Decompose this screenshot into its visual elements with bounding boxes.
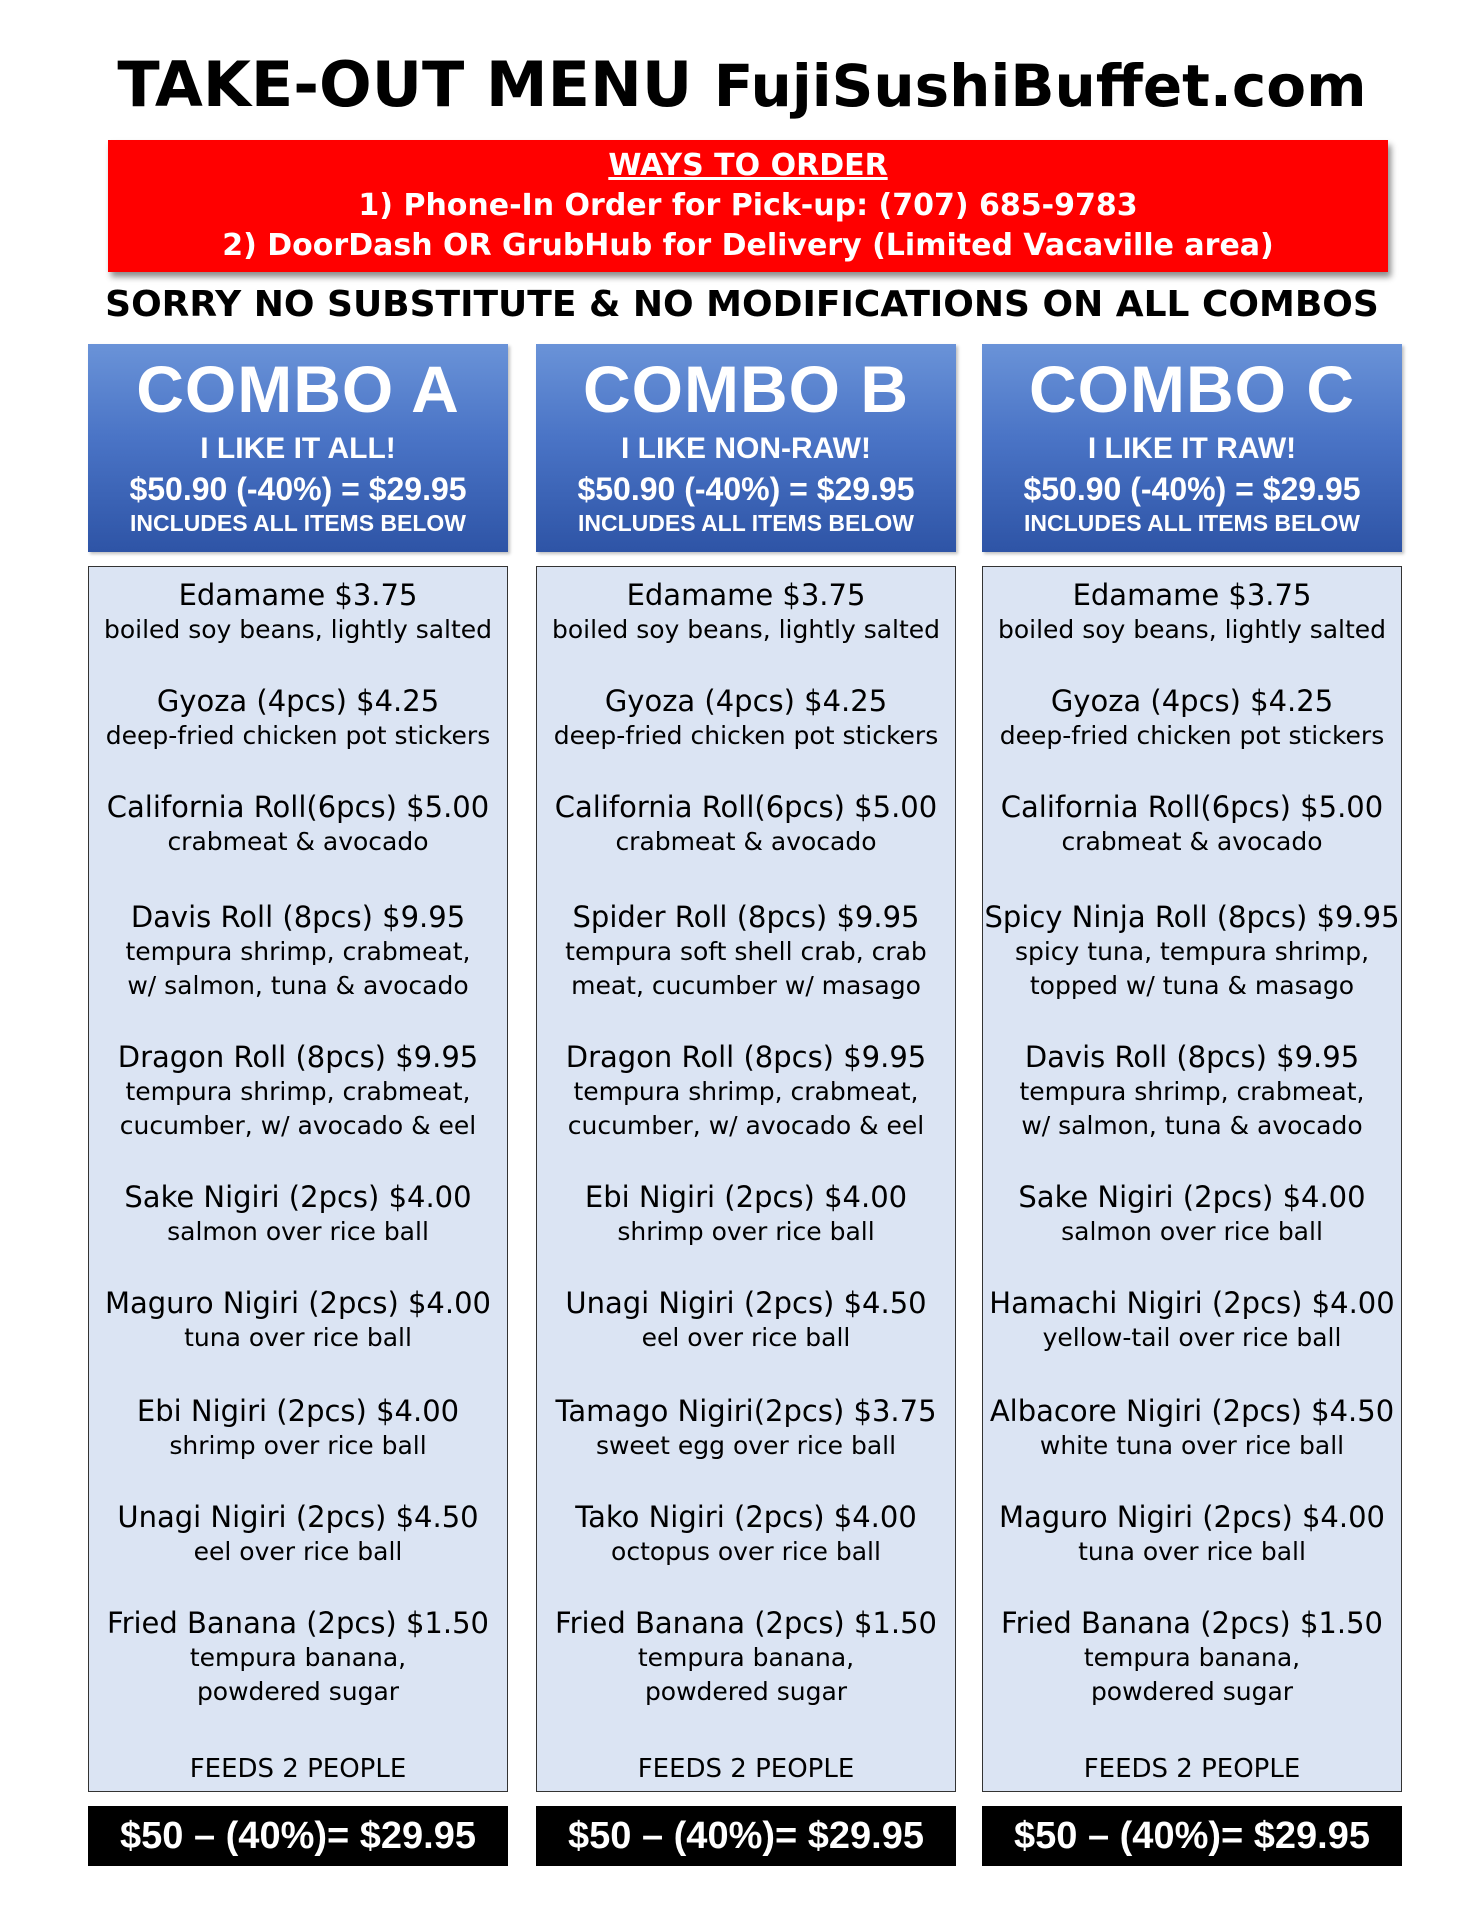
item-name-price: Ebi Nigiri (2pcs) $4.00 — [584, 1180, 908, 1214]
list-item — [537, 899, 955, 1003]
item-description-line2: meat, cucumber w/ masago — [571, 971, 921, 1000]
item-description-line2: w/ salmon, tuna & avocado — [127, 971, 469, 1000]
item-description: tempura shrimp, crabmeat, — [125, 1077, 471, 1106]
list-item — [537, 789, 955, 859]
combo-price: $50.90 (-40%) = $29.95 — [1023, 471, 1361, 507]
list-item — [537, 683, 955, 753]
list-item — [89, 683, 507, 753]
combo-items-list — [536, 566, 956, 1792]
item-name-price: Ebi Nigiri (2pcs) $4.00 — [136, 1394, 460, 1428]
combo-header — [536, 344, 956, 552]
item-name-price: California Roll(6pcs) $5.00 — [1000, 790, 1384, 824]
item-description: crabmeat & avocado — [1061, 827, 1323, 856]
item-description: tempura shrimp, crabmeat, — [573, 1077, 919, 1106]
item-description: white tuna over rice ball — [1039, 1431, 1345, 1460]
no-substitute-notice: SORRY NO SUBSTITUTE & NO MODIFICATIONS ON ALL COMBOS — [105, 284, 1379, 325]
ways-to-order-banner — [108, 140, 1388, 272]
item-name-price: Edamame $3.75 — [1072, 578, 1312, 612]
site-url: FujiSushiBuffet.com — [713, 52, 1367, 120]
item-description: salmon over rice ball — [1061, 1217, 1323, 1246]
list-item — [983, 1285, 1401, 1355]
item-name-price: Edamame $3.75 — [178, 578, 418, 612]
item-name-price: Fried Banana (2pcs) $1.50 — [107, 1606, 489, 1640]
item-description: yellow-tail over rice ball — [1042, 1323, 1342, 1352]
list-item — [983, 1039, 1401, 1143]
item-name-price: Sake Nigiri (2pcs) $4.00 — [124, 1180, 472, 1214]
item-name-price: Albacore Nigiri (2pcs) $4.50 — [989, 1394, 1395, 1428]
title-main: TAKE-OUT MENU — [117, 48, 693, 121]
list-item — [89, 789, 507, 859]
list-item — [89, 1179, 507, 1249]
item-description: octopus over rice ball — [611, 1537, 881, 1566]
item-description: tempura soft shell crab, crab — [565, 937, 927, 966]
item-description: tempura shrimp, crabmeat, — [125, 937, 471, 966]
item-name-price: Unagi Nigiri (2pcs) $4.50 — [565, 1286, 927, 1320]
item-name-price: Fried Banana (2pcs) $1.50 — [555, 1606, 937, 1640]
combo-column — [536, 344, 956, 1857]
delivery-order-line: 2) DoorDash OR GrubHub for Delivery (Limited Vacaville area) — [222, 228, 1274, 263]
list-item — [537, 1285, 955, 1355]
item-name-price: Dragon Roll (8pcs) $9.95 — [117, 1040, 479, 1074]
list-item — [89, 1499, 507, 1569]
item-name-price: Tako Nigiri (2pcs) $4.00 — [575, 1500, 917, 1534]
combo-includes-note: INCLUDES ALL ITEMS BELOW — [129, 510, 467, 536]
item-name-price: Davis Roll (8pcs) $9.95 — [1024, 1040, 1360, 1074]
item-name-price: Dragon Roll (8pcs) $9.95 — [565, 1040, 927, 1074]
item-description-line2: w/ salmon, tuna & avocado — [1021, 1111, 1363, 1140]
combo-includes-note: INCLUDES ALL ITEMS BELOW — [577, 510, 915, 536]
item-description: salmon over rice ball — [167, 1217, 429, 1246]
combo-name: COMBO A — [136, 352, 460, 426]
list-item — [983, 789, 1401, 859]
item-name-price: Gyoza (4pcs) $4.25 — [156, 684, 440, 718]
combo-footer-price: $50 – (40%)= $29.95 — [88, 1806, 508, 1866]
list-item — [983, 899, 1401, 1003]
list-item — [983, 1179, 1401, 1249]
item-description: tempura shrimp, crabmeat, — [1019, 1077, 1365, 1106]
combo-price: $50.90 (-40%) = $29.95 — [129, 471, 467, 507]
list-item — [983, 1393, 1401, 1463]
page-title — [0, 48, 1484, 121]
item-description: tempura banana, — [189, 1643, 407, 1672]
combo-footer-price: $50 – (40%)= $29.95 — [536, 1806, 956, 1866]
combo-tagline: I LIKE IT ALL! — [200, 432, 396, 465]
item-description: crabmeat & avocado — [167, 827, 429, 856]
item-name-price: Hamachi Nigiri (2pcs) $4.00 — [989, 1286, 1395, 1320]
item-description: shrimp over rice ball — [617, 1217, 875, 1246]
list-item — [983, 1499, 1401, 1569]
item-description: boiled soy beans, lightly salted — [103, 615, 493, 644]
item-description: deep-fried chicken pot stickers — [105, 721, 491, 750]
combo-includes-note: INCLUDES ALL ITEMS BELOW — [1023, 510, 1361, 536]
item-name-price: California Roll(6pcs) $5.00 — [106, 790, 490, 824]
item-description: deep-fried chicken pot stickers — [553, 721, 939, 750]
item-description-line2: powdered sugar — [644, 1677, 848, 1706]
combo-items-list — [982, 566, 1402, 1792]
item-description: crabmeat & avocado — [615, 827, 877, 856]
ways-to-order-heading: WAYS TO ORDER — [608, 148, 888, 183]
item-name-price: Spider Roll (8pcs) $9.95 — [572, 900, 920, 934]
item-name-price: Gyoza (4pcs) $4.25 — [604, 684, 888, 718]
item-description-line2: topped w/ tuna & masago — [1029, 971, 1355, 1000]
item-name-price: Edamame $3.75 — [626, 578, 866, 612]
feeds-note: FEEDS 2 PEOPLE — [637, 1754, 855, 1784]
item-description: boiled soy beans, lightly salted — [997, 615, 1387, 644]
list-item — [89, 577, 507, 647]
item-description: shrimp over rice ball — [169, 1431, 427, 1460]
item-name-price: Gyoza (4pcs) $4.25 — [1050, 684, 1334, 718]
list-item — [537, 577, 955, 647]
item-name-price: Fried Banana (2pcs) $1.50 — [1001, 1606, 1383, 1640]
item-name-price: Maguro Nigiri (2pcs) $4.00 — [104, 1286, 492, 1320]
item-name-price: Maguro Nigiri (2pcs) $4.00 — [998, 1500, 1386, 1534]
list-item — [983, 577, 1401, 647]
item-description: eel over rice ball — [641, 1323, 851, 1352]
item-description: tuna over rice ball — [1078, 1537, 1306, 1566]
item-description-line2: cucumber, w/ avocado & eel — [567, 1111, 925, 1140]
item-name-price: Davis Roll (8pcs) $9.95 — [130, 900, 466, 934]
item-name-price: Spicy Ninja Roll (8pcs) $9.95 — [984, 900, 1400, 934]
list-item — [89, 1285, 507, 1355]
item-name-price: Sake Nigiri (2pcs) $4.00 — [1018, 1180, 1366, 1214]
combo-price: $50.90 (-40%) = $29.95 — [577, 471, 915, 507]
item-description: tempura banana, — [1083, 1643, 1301, 1672]
combo-header — [982, 344, 1402, 552]
combo-name: COMBO B — [583, 352, 909, 426]
list-item — [983, 683, 1401, 753]
item-description: tuna over rice ball — [184, 1323, 412, 1352]
item-description-line2: cucumber, w/ avocado & eel — [119, 1111, 477, 1140]
item-name-price: California Roll(6pcs) $5.00 — [554, 790, 938, 824]
list-item — [89, 1605, 507, 1709]
item-description: spicy tuna, tempura shrimp, — [1014, 937, 1370, 966]
feeds-note: FEEDS 2 PEOPLE — [1083, 1754, 1301, 1784]
list-item — [89, 1039, 507, 1143]
list-item — [537, 1605, 955, 1709]
combo-column — [88, 344, 508, 1857]
item-description: deep-fried chicken pot stickers — [999, 721, 1385, 750]
list-item — [537, 1393, 955, 1463]
list-item — [537, 1039, 955, 1143]
combo-name: COMBO C — [1029, 352, 1355, 426]
list-item — [983, 1605, 1401, 1709]
item-description-line2: powdered sugar — [1090, 1677, 1294, 1706]
feeds-note: FEEDS 2 PEOPLE — [189, 1754, 407, 1784]
list-item — [89, 1393, 507, 1463]
combo-tagline: I LIKE IT RAW! — [1087, 432, 1297, 465]
combo-header — [88, 344, 508, 552]
item-description-line2: powdered sugar — [196, 1677, 400, 1706]
list-item — [89, 899, 507, 1003]
item-name-price: Tamago Nigiri(2pcs) $3.75 — [555, 1394, 937, 1428]
list-item — [537, 1179, 955, 1249]
item-name-price: Unagi Nigiri (2pcs) $4.50 — [117, 1500, 479, 1534]
list-item — [537, 1499, 955, 1569]
combo-items-list — [88, 566, 508, 1792]
item-description: tempura banana, — [637, 1643, 855, 1672]
combo-column — [982, 344, 1402, 1857]
combo-tagline: I LIKE NON-RAW! — [621, 432, 871, 465]
combo-footer-price: $50 – (40%)= $29.95 — [982, 1806, 1402, 1866]
item-description: boiled soy beans, lightly salted — [551, 615, 941, 644]
item-description: sweet egg over rice ball — [595, 1431, 897, 1460]
phone-order-line: 1) Phone-In Order for Pick-up: (707) 685-9783 — [358, 188, 1138, 223]
item-description: eel over rice ball — [193, 1537, 403, 1566]
